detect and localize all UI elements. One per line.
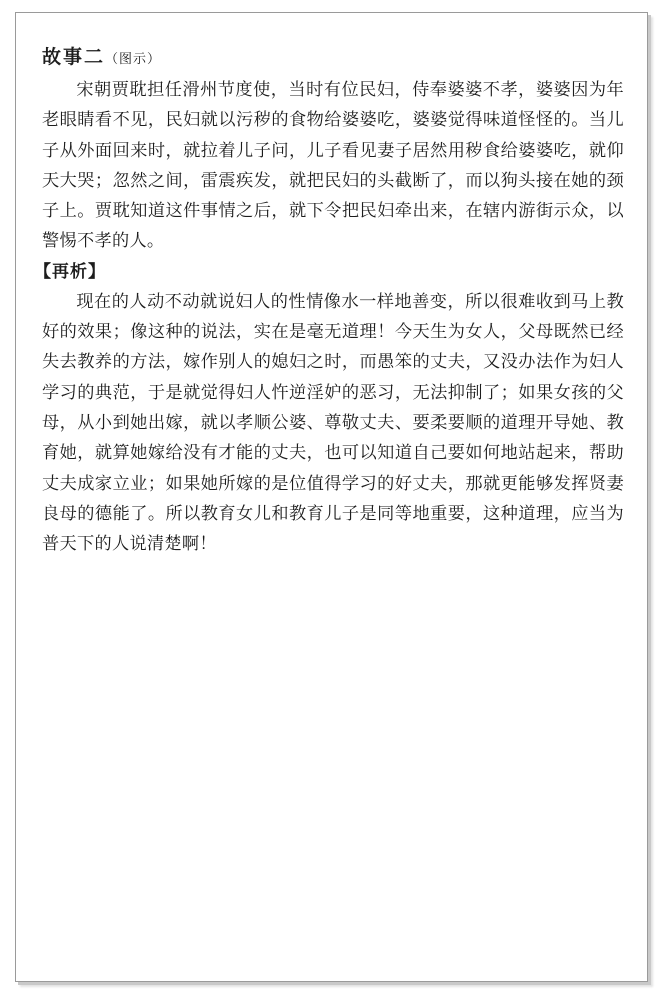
page-content: [34, 42, 624, 559]
story-heading: [42, 42, 624, 75]
story-paragraph: 宋朝贾耽担任滑州节度使，当时有位民妇，侍奉婆婆不孝，婆婆因为年老眼睛看不见，民妇就以污秽的食物给婆婆吃，婆婆觉得味道怪怪的。当儿子从外面回来时，就拉着儿子问，儿子看见妻子居然用秽食给婆婆吃，就仰天大哭；忽然之间，雷震疾发，就把民妇的头截断了，而以狗头接在她的颈子上。贾耽知道这件事情之后，就下令把民妇牵出来，在辖内游街示众，以警惕不孝的人。: [42, 80, 624, 252]
story-heading-note: （图示）: [105, 52, 162, 67]
analysis-heading: 【再析】: [34, 261, 106, 282]
analysis-paragraph: 现在的人动不动就说妇人的性情像水一样地善变，所以很难收到马上教好的效果；像这种的说法，实在是毫无道理！今天生为女人，父母既然已经失去教养的方法，嫁作别人的媳妇之时，而愚笨的丈夫，又没办法作为妇人学习的典范，于是就觉得妇人忤逆淫妒的恶习，无法抑制了；如果女孩的父母，从小到她出嫁，就以孝顺公婆、尊敬丈夫、要柔要顺的道理开导她、教育她，就算她嫁给没有才能的丈夫，也可以知道自己要如何地站起来，帮助丈夫成家立业；如果她所嫁的是位值得学习的好丈夫，那就更能够发挥贤妻良母的德能了。所以教育女儿和教育儿子是同等地重要，这种道理，应当为普天下的人说清楚啊！: [42, 291, 624, 555]
story-title: 故事二: [42, 46, 106, 68]
